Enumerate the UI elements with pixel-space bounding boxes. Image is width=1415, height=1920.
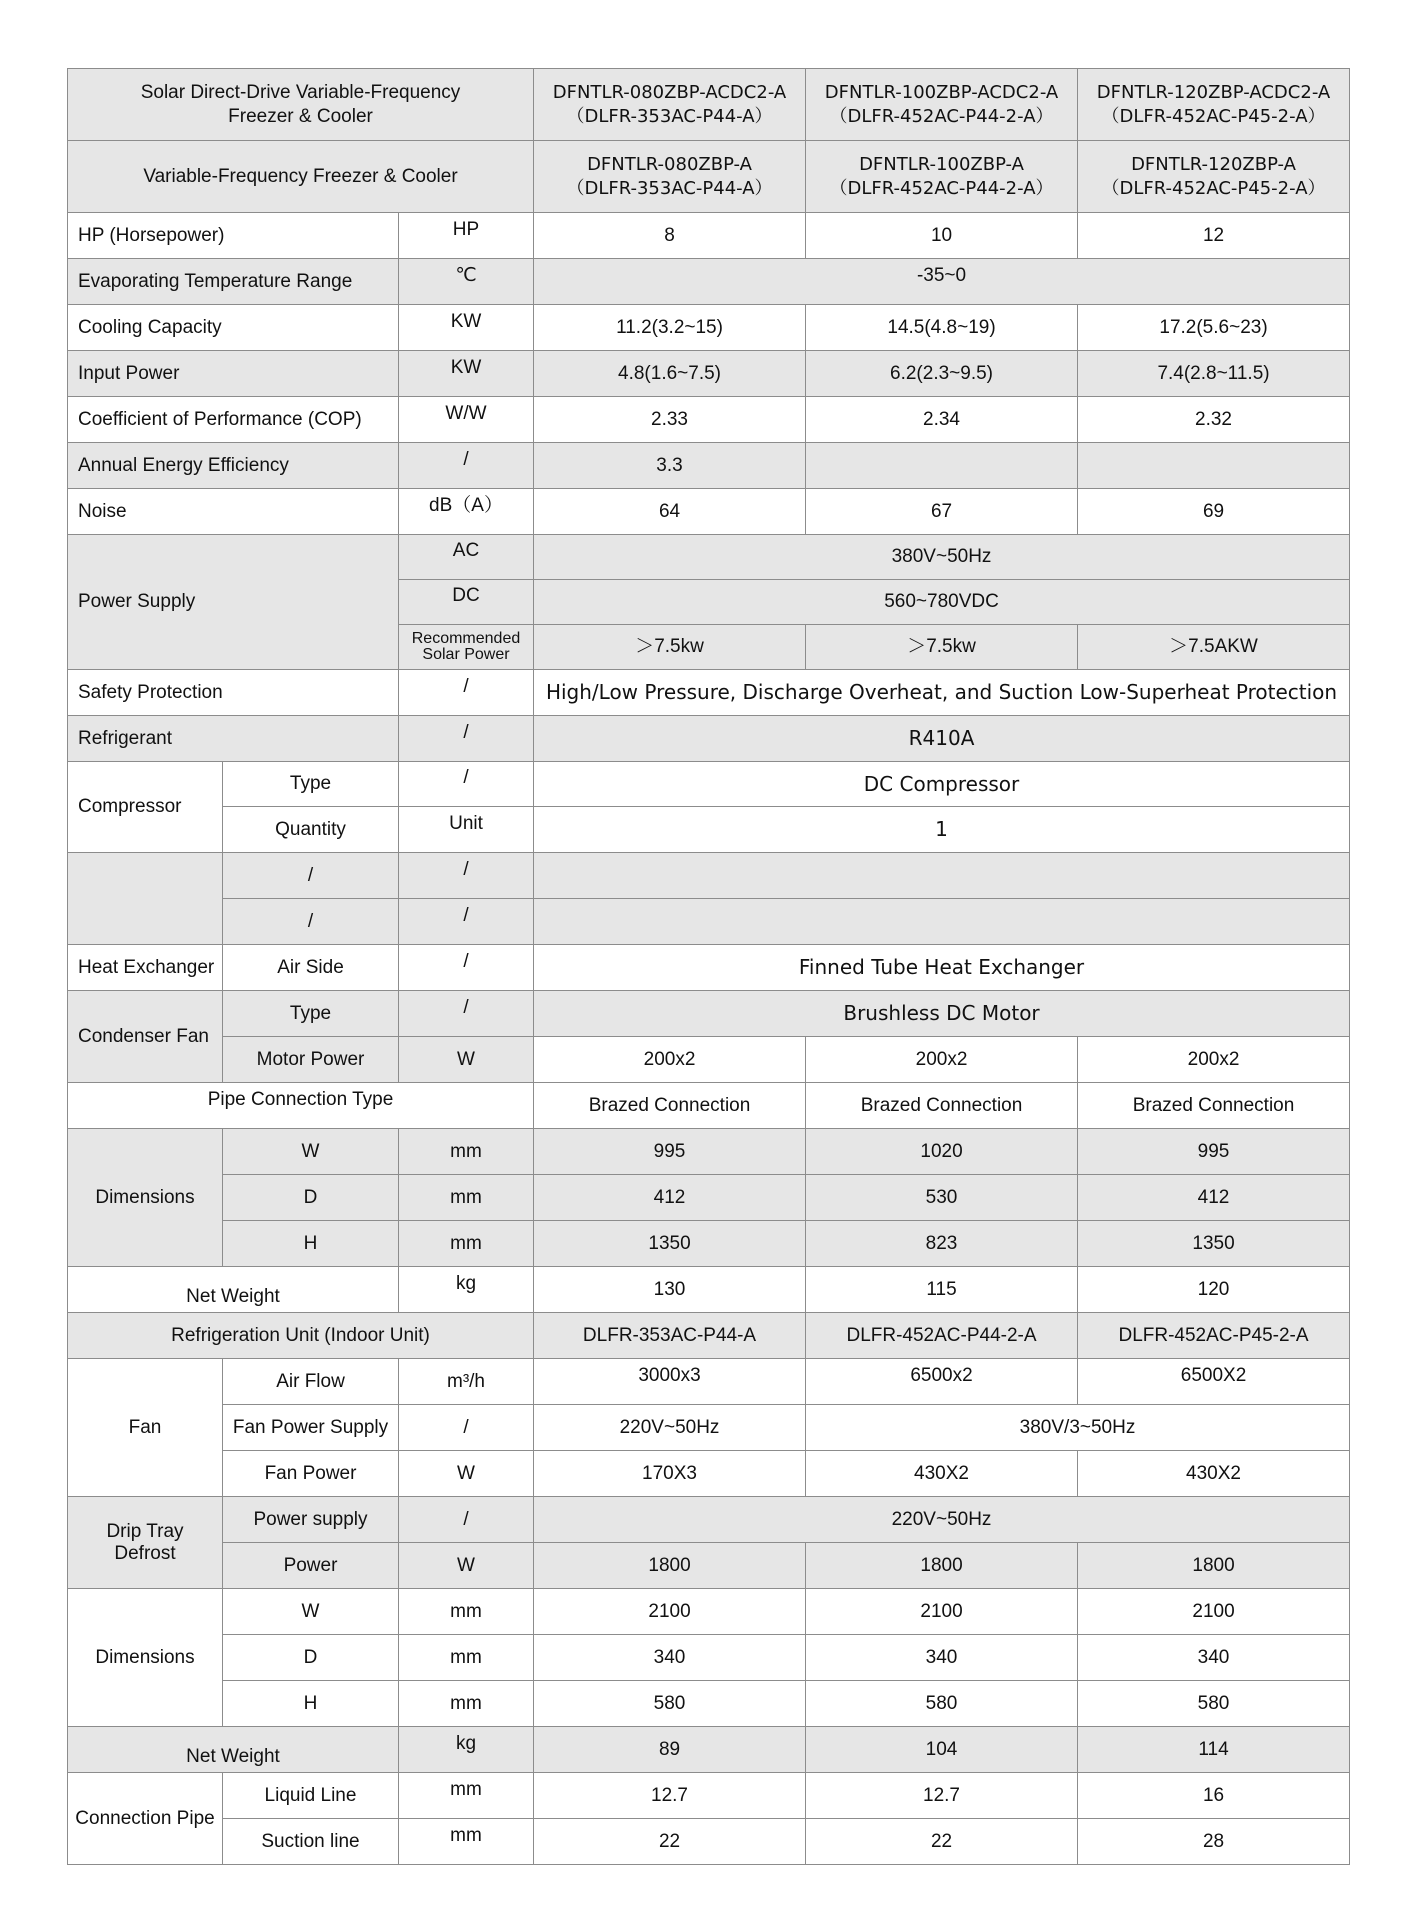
model-cell: DFNTLR-080ZBP-ACDC2-A （DLFR-353AC-P44-A）	[534, 69, 806, 141]
row-label: Net Weight	[68, 1267, 399, 1313]
value-cell: 69	[1078, 489, 1350, 535]
row-label: Fan	[68, 1359, 223, 1497]
value-cell: DLFR-353AC-P44-A	[534, 1313, 806, 1359]
unit-cell: W	[399, 1037, 534, 1083]
table-row	[68, 991, 1350, 1037]
sub-label: H	[223, 1221, 399, 1267]
value-cell: 4.8(1.6~7.5)	[534, 351, 806, 397]
unit-cell: /	[399, 1497, 534, 1543]
value-cell: Brushless DC Motor	[534, 991, 1350, 1037]
sub-label: H	[223, 1681, 399, 1727]
unit-cell: mm	[399, 1635, 534, 1681]
value-cell: 430X2	[1078, 1451, 1350, 1497]
sub-label: D	[223, 1635, 399, 1681]
row-label: Input Power	[68, 351, 399, 397]
value-cell: ＞7.5AKW	[1078, 625, 1350, 670]
value-cell: 380V/3~50Hz	[806, 1405, 1350, 1451]
value-cell: Finned Tube Heat Exchanger	[534, 945, 1350, 991]
value-cell: 115	[806, 1267, 1078, 1313]
sub-label: Power	[223, 1543, 399, 1589]
value-cell: DLFR-452AC-P45-2-A	[1078, 1313, 1350, 1359]
unit-cell: /	[399, 991, 534, 1037]
table-row	[68, 1497, 1350, 1543]
sub-label: W	[223, 1129, 399, 1175]
value-cell: 2.33	[534, 397, 806, 443]
value-cell: 823	[806, 1221, 1078, 1267]
row-label	[68, 853, 223, 945]
model-cell: DFNTLR-120ZBP-A （DLFR-452AC-P45-2-A）	[1078, 141, 1350, 213]
value-cell: 2100	[1078, 1589, 1350, 1635]
unit-cell: ℃	[399, 259, 534, 305]
sub-label: Fan Power Supply	[223, 1405, 399, 1451]
header-row-vf	[68, 141, 1350, 213]
value-cell: 64	[534, 489, 806, 535]
table-row	[68, 762, 1350, 807]
table-row	[68, 1083, 1350, 1129]
row-label: HP (Horsepower)	[68, 213, 399, 259]
table-row	[68, 305, 1350, 351]
table-row	[68, 259, 1350, 305]
value-cell: 7.4(2.8~11.5)	[1078, 351, 1350, 397]
table-row	[68, 1727, 1350, 1773]
value-cell: 412	[534, 1175, 806, 1221]
value-cell: 6500x2	[806, 1359, 1078, 1405]
unit-cell: /	[399, 670, 534, 716]
row-label: Heat Exchanger	[68, 945, 223, 991]
value-cell: -35~0	[534, 259, 1350, 305]
model-cell: DFNTLR-100ZBP-A （DLFR-452AC-P44-2-A）	[806, 141, 1078, 213]
unit-cell: m³/h	[399, 1359, 534, 1405]
value-cell: 1020	[806, 1129, 1078, 1175]
row-label: Power Supply	[68, 535, 399, 670]
value-cell: 1	[534, 807, 1350, 853]
sub-label: Air Side	[223, 945, 399, 991]
table-row	[68, 1359, 1350, 1405]
unit-cell: W/W	[399, 397, 534, 443]
value-cell: 1800	[1078, 1543, 1350, 1589]
value-cell: 412	[1078, 1175, 1350, 1221]
value-cell: 10	[806, 213, 1078, 259]
unit-cell: mm	[399, 1221, 534, 1267]
row-label: Pipe Connection Type	[68, 1083, 534, 1129]
row-label: Compressor	[68, 762, 223, 853]
value-cell: 200x2	[1078, 1037, 1350, 1083]
value-cell: 1800	[806, 1543, 1078, 1589]
value-cell: 530	[806, 1175, 1078, 1221]
value-cell: 1350	[1078, 1221, 1350, 1267]
value-cell: 340	[534, 1635, 806, 1681]
value-cell: 2.32	[1078, 397, 1350, 443]
value-cell: 1350	[534, 1221, 806, 1267]
row-label: Refrigeration Unit (Indoor Unit)	[68, 1313, 534, 1359]
value-cell: 22	[806, 1819, 1078, 1865]
value-cell: DLFR-452AC-P44-2-A	[806, 1313, 1078, 1359]
value-cell: 995	[534, 1129, 806, 1175]
value-cell: 200x2	[806, 1037, 1078, 1083]
value-cell: 16	[1078, 1773, 1350, 1819]
unit-cell: /	[399, 762, 534, 807]
table-row	[68, 670, 1350, 716]
value-cell: 560~780VDC	[534, 580, 1350, 625]
table-row	[68, 1819, 1350, 1865]
value-cell: 114	[1078, 1727, 1350, 1773]
value-cell: 580	[534, 1681, 806, 1727]
unit-cell: W	[399, 1451, 534, 1497]
unit-cell: Unit	[399, 807, 534, 853]
value-cell	[1078, 443, 1350, 489]
value-cell: Brazed Connection	[534, 1083, 806, 1129]
table-row	[68, 1635, 1350, 1681]
value-cell: 580	[806, 1681, 1078, 1727]
table-row	[68, 1405, 1350, 1451]
value-cell: 170X3	[534, 1451, 806, 1497]
table-row	[68, 1313, 1350, 1359]
table-row	[68, 1451, 1350, 1497]
value-cell: 2100	[806, 1589, 1078, 1635]
value-cell: 430X2	[806, 1451, 1078, 1497]
unit-cell: KW	[399, 305, 534, 351]
sub-label: /	[223, 853, 399, 899]
table-row	[68, 535, 1350, 580]
table-row	[68, 1175, 1350, 1221]
value-cell: Brazed Connection	[806, 1083, 1078, 1129]
value-cell: 120	[1078, 1267, 1350, 1313]
value-cell: 2.34	[806, 397, 1078, 443]
model-cell: DFNTLR-100ZBP-ACDC2-A （DLFR-452AC-P44-2-A）	[806, 69, 1078, 141]
row-label: Coefficient of Performance (COP)	[68, 397, 399, 443]
header-label-solar: Solar Direct-Drive Variable-Frequency Freezer & Cooler	[68, 69, 534, 141]
table-row	[68, 807, 1350, 853]
value-cell: 130	[534, 1267, 806, 1313]
unit-cell: /	[399, 853, 534, 899]
model-cell: DFNTLR-080ZBP-A （DLFR-353AC-P44-A）	[534, 141, 806, 213]
unit-cell: DC	[399, 580, 534, 625]
value-cell: Brazed Connection	[1078, 1083, 1350, 1129]
value-cell: 1800	[534, 1543, 806, 1589]
sub-label: Motor Power	[223, 1037, 399, 1083]
unit-cell: mm	[399, 1819, 534, 1865]
unit-cell: KW	[399, 351, 534, 397]
row-label: Drip Tray Defrost	[68, 1497, 223, 1589]
unit-cell: dB（A）	[399, 489, 534, 535]
sub-label: Type	[223, 991, 399, 1037]
table-row	[68, 945, 1350, 991]
value-cell: 89	[534, 1727, 806, 1773]
model-cell: DFNTLR-120ZBP-ACDC2-A （DLFR-452AC-P45-2-A）	[1078, 69, 1350, 141]
row-label: Condenser Fan	[68, 991, 223, 1083]
unit-cell: mm	[399, 1681, 534, 1727]
sub-label: Type	[223, 762, 399, 807]
value-cell: 580	[1078, 1681, 1350, 1727]
value-cell: 22	[534, 1819, 806, 1865]
sub-label: Fan Power	[223, 1451, 399, 1497]
value-cell: 6500X2	[1078, 1359, 1350, 1405]
sub-label: Air Flow	[223, 1359, 399, 1405]
row-label: Evaporating Temperature Range	[68, 259, 399, 305]
header-row-solar	[68, 69, 1350, 141]
value-cell: 995	[1078, 1129, 1350, 1175]
value-cell	[806, 443, 1078, 489]
unit-cell: kg	[399, 1267, 534, 1313]
value-cell: 12.7	[534, 1773, 806, 1819]
value-cell: 12.7	[806, 1773, 1078, 1819]
table-row	[68, 1129, 1350, 1175]
row-label: Net Weight	[68, 1727, 399, 1773]
value-cell: 200x2	[534, 1037, 806, 1083]
value-cell: 11.2(3.2~15)	[534, 305, 806, 351]
table-row	[68, 1589, 1350, 1635]
value-cell: DC Compressor	[534, 762, 1350, 807]
sub-label: Quantity	[223, 807, 399, 853]
table-row	[68, 351, 1350, 397]
value-cell: 3.3	[534, 443, 806, 489]
value-cell: 340	[1078, 1635, 1350, 1681]
unit-cell: HP	[399, 213, 534, 259]
table-row	[68, 1267, 1350, 1313]
table-row	[68, 1543, 1350, 1589]
unit-cell: /	[399, 945, 534, 991]
value-cell: 220V~50Hz	[534, 1405, 806, 1451]
sub-label: Suction line	[223, 1819, 399, 1865]
sub-label: Liquid Line	[223, 1773, 399, 1819]
row-label: Connection Pipe	[68, 1773, 223, 1865]
table-row	[68, 1037, 1350, 1083]
value-cell: 340	[806, 1635, 1078, 1681]
sub-label: W	[223, 1589, 399, 1635]
value-cell: 14.5(4.8~19)	[806, 305, 1078, 351]
value-cell: 6.2(2.3~9.5)	[806, 351, 1078, 397]
row-label: Refrigerant	[68, 716, 399, 762]
unit-cell: AC	[399, 535, 534, 580]
value-cell: 2100	[534, 1589, 806, 1635]
value-cell: 28	[1078, 1819, 1350, 1865]
sub-label: /	[223, 899, 399, 945]
value-cell	[534, 853, 1350, 899]
unit-cell: W	[399, 1543, 534, 1589]
row-label: Noise	[68, 489, 399, 535]
unit-cell: mm	[399, 1589, 534, 1635]
value-cell: 67	[806, 489, 1078, 535]
sub-label: Power supply	[223, 1497, 399, 1543]
table-row	[68, 443, 1350, 489]
table-row	[68, 899, 1350, 945]
row-label: Dimensions	[68, 1129, 223, 1267]
table-row	[68, 213, 1350, 259]
table-row	[68, 489, 1350, 535]
unit-cell: mm	[399, 1773, 534, 1819]
value-cell: 104	[806, 1727, 1078, 1773]
unit-cell: /	[399, 716, 534, 762]
table-row	[68, 397, 1350, 443]
unit-cell: mm	[399, 1129, 534, 1175]
row-label: Dimensions	[68, 1589, 223, 1727]
table-row	[68, 1773, 1350, 1819]
row-label: Safety Protection	[68, 670, 399, 716]
row-label: Cooling Capacity	[68, 305, 399, 351]
value-cell: 17.2(5.6~23)	[1078, 305, 1350, 351]
table-row	[68, 1221, 1350, 1267]
header-label-vf: Variable-Frequency Freezer & Cooler	[68, 141, 534, 213]
table-row	[68, 716, 1350, 762]
value-cell: 12	[1078, 213, 1350, 259]
unit-cell: /	[399, 443, 534, 489]
value-cell: 8	[534, 213, 806, 259]
unit-cell: Recommended Solar Power	[399, 625, 534, 670]
value-cell: ＞7.5kw	[806, 625, 1078, 670]
value-cell: 220V~50Hz	[534, 1497, 1350, 1543]
value-cell	[534, 899, 1350, 945]
table-row	[68, 853, 1350, 899]
value-cell: ＞7.5kw	[534, 625, 806, 670]
sub-label: D	[223, 1175, 399, 1221]
spec-table	[67, 68, 1350, 1865]
unit-cell: /	[399, 899, 534, 945]
table-row	[68, 1681, 1350, 1727]
value-cell: 3000x3	[534, 1359, 806, 1405]
unit-cell: kg	[399, 1727, 534, 1773]
value-cell: 380V~50Hz	[534, 535, 1350, 580]
value-cell: R410A	[534, 716, 1350, 762]
unit-cell: /	[399, 1405, 534, 1451]
row-label: Annual Energy Efficiency	[68, 443, 399, 489]
unit-cell: mm	[399, 1175, 534, 1221]
value-cell: High/Low Pressure, Discharge Overheat, and Suction Low-Superheat Protection	[534, 670, 1350, 716]
